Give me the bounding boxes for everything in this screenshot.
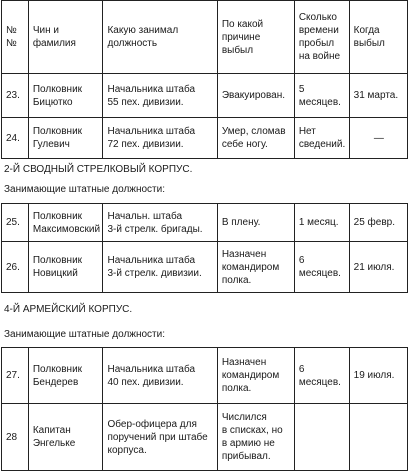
cell-duration: Нет сведений. xyxy=(294,118,349,159)
cell-position: Начальника штаба 55 пех. дивизии. xyxy=(103,74,217,118)
cell-reason: В плену. xyxy=(217,204,294,242)
cell-position: Обер-офицера для поручений при штабе корпуса. xyxy=(103,404,217,471)
officers-table-3 xyxy=(1,347,408,471)
cell-reason: Назначен командиром полка. xyxy=(217,242,294,293)
header-number: №№ xyxy=(2,1,29,74)
table-row xyxy=(2,404,408,471)
cell-date xyxy=(349,404,407,471)
table-header-row xyxy=(2,1,408,74)
cell-date: 31 марта. xyxy=(349,74,407,118)
cell-rank-name: Полковник Бендерев xyxy=(28,348,103,404)
cell-reason: Числился в списках, но в армию не прибывал. xyxy=(217,404,294,471)
cell-number: 25. xyxy=(2,204,29,242)
cell-reason: Умер, сломав себе ногу. xyxy=(217,118,294,159)
cell-duration: 1 месяц. xyxy=(294,204,349,242)
cell-duration: 6 месяцев. xyxy=(294,348,349,404)
section-title: 2-Й СВОДНЫЙ СТРЕЛКОВЫЙ КОРПУС. xyxy=(4,164,193,175)
header-position: Какую занимал должность xyxy=(103,1,217,74)
cell-rank-name: Капитан Энгельке xyxy=(28,404,103,471)
cell-duration xyxy=(294,404,349,471)
cell-duration: 6 месяцев. xyxy=(294,242,349,293)
table-row xyxy=(2,118,408,159)
cell-date: — xyxy=(349,118,407,159)
cell-position: Начальн. штаба 3-й стрелк. бригады. xyxy=(103,204,217,242)
cell-rank-name: Полковник Новицкий xyxy=(28,242,103,293)
cell-date: 21 июля. xyxy=(349,242,407,293)
cell-rank-name: Полковник Гулевич xyxy=(28,118,103,159)
cell-rank-name: Полковник Максимовский xyxy=(28,204,103,242)
table-row xyxy=(2,74,408,118)
cell-rank-name: Полковник Бицютко xyxy=(28,74,103,118)
table-row xyxy=(2,348,408,404)
header-duration: Сколько времени пробыл на войне xyxy=(294,1,349,74)
header-date: Когда выбыл xyxy=(349,1,407,74)
cell-position: Начальника штаба 3-й стрелк. дивизии. xyxy=(103,242,217,293)
cell-number: 27. xyxy=(2,348,29,404)
cell-date: 19 июля. xyxy=(349,348,407,404)
officers-table-1 xyxy=(1,0,408,159)
table-row xyxy=(2,204,408,242)
header-rank-name: Чин и фамилия xyxy=(28,1,103,74)
section-title: 4-Й АРМЕЙСКИЙ КОРПУС. xyxy=(4,304,133,315)
section-subtitle: Занимающие штатные должности: xyxy=(4,329,165,340)
cell-reason: Назначен командиром полка. xyxy=(217,348,294,404)
header-reason: По какой причине выбыл xyxy=(217,1,294,74)
cell-date: 25 февр. xyxy=(349,204,407,242)
cell-number: 24. xyxy=(2,118,29,159)
cell-position: Начальника штаба 72 пех. дивизии. xyxy=(103,118,217,159)
cell-reason: Эвакуирован. xyxy=(217,74,294,118)
cell-duration: 5 месяцев. xyxy=(294,74,349,118)
cell-number: 26. xyxy=(2,242,29,293)
officers-table-2 xyxy=(1,203,408,293)
table-row xyxy=(2,242,408,293)
cell-number: 28 xyxy=(2,404,29,471)
cell-number: 23. xyxy=(2,74,29,118)
cell-position: Начальника штаба 40 пех. дивизии. xyxy=(103,348,217,404)
section-subtitle: Занимающие штатные должности: xyxy=(4,184,165,195)
